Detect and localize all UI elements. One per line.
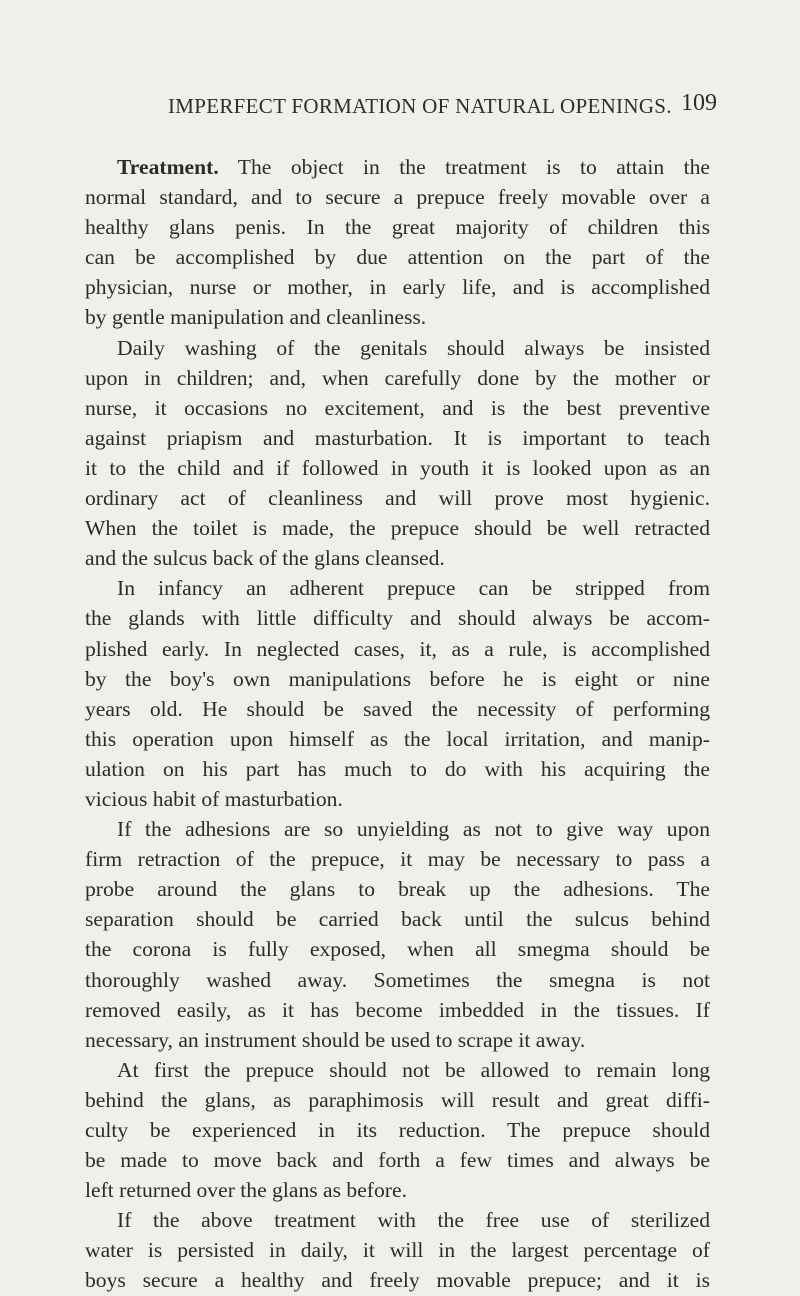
text-line: necessary, an instrument should be used to scrape it away. xyxy=(85,1027,586,1052)
text-line: physician, nurse or mother, in early life, and is accomplished xyxy=(85,275,710,300)
text-line: If the adhesions are so unyielding as not to give way upon xyxy=(117,817,710,842)
text-line: Daily washing of the genitals should always be insisted xyxy=(117,335,710,360)
text-line: upon in children; and, when carefully done by the mother or xyxy=(85,365,710,390)
text-line: this operation upon himself as the local irritation, and manip- xyxy=(85,726,710,751)
text-line: by gentle manipulation and cleanliness. xyxy=(85,305,427,330)
text-line-content: The object in the treatment is to attain the xyxy=(218,155,710,179)
text-line: years old. He should be saved the necessity of performing xyxy=(85,696,710,721)
text-line: probe around the glans to break up the adhesions. The xyxy=(85,877,710,902)
text-line: ordinary act of cleanliness and will prove most hygienic. xyxy=(85,486,710,511)
text-line: against priapism and masturbation. It is important to teach xyxy=(85,425,710,450)
text-line: culty be experienced in its reduction. The prepuce should xyxy=(85,1118,710,1142)
text-line: In infancy an adherent prepuce can be stripped from xyxy=(117,576,710,601)
text-line: healthy glans penis. In the great majority of children this xyxy=(85,215,710,240)
text-line: thoroughly washed away. Sometimes the smegna is not xyxy=(85,967,710,992)
text-line: by the boy's own manipulations before he is eight or nine xyxy=(85,666,710,691)
text-line: separation should be carried back until the sulcus behind xyxy=(85,907,710,932)
running-head: IMPERFECT FORMATION OF NATURAL OPENINGS. xyxy=(168,94,672,118)
text-line: be made to move back and forth a few times and always be xyxy=(85,1148,710,1173)
text-line: can be accomplished by due attention on the part of the xyxy=(85,245,710,270)
body-text xyxy=(85,152,710,1296)
page-number: 109 xyxy=(681,90,717,116)
text-line: When the toilet is made, the prepuce should be well retracted xyxy=(85,516,710,541)
text-line: ulation on his part has much to do with his acquiring the xyxy=(85,756,710,781)
text-line: firm retraction of the prepuce, it may be necessary to pass a xyxy=(85,847,710,872)
text-line: vicious habit of masturbation. xyxy=(85,786,343,811)
section-heading: Treatment. xyxy=(117,155,219,179)
text-line: the corona is fully exposed, when all smegma should be xyxy=(85,937,710,962)
text-line: left returned over the glans as before. xyxy=(85,1178,407,1203)
text-line: removed easily, as it has become imbedded in the tissues. If xyxy=(85,997,710,1022)
text-line: behind the glans, as paraphimosis will result and great diffi- xyxy=(85,1087,710,1112)
text-line: boys secure a healthy and freely movable prepuce; and it is xyxy=(85,1268,710,1293)
text-line: the glands with little difficulty and should always be accom- xyxy=(85,606,710,631)
text-line: it to the child and if followed in youth it is looked upon as an xyxy=(85,455,710,480)
text-line: normal standard, and to secure a prepuce freely movable over a xyxy=(85,185,710,210)
text-line: water is persisted in daily, it will in the largest percentage of xyxy=(85,1238,710,1263)
text-line: plished early. In neglected cases, it, as a rule, is accomplished xyxy=(85,636,710,661)
text-line xyxy=(85,152,710,182)
text-line: If the above treatment with the free use of sterilized xyxy=(117,1208,710,1233)
text-line: nurse, it occasions no excitement, and is the best preventive xyxy=(85,395,710,420)
text-line: At first the prepuce should not be allowed to remain long xyxy=(117,1057,710,1082)
text-line: and the sulcus back of the glans cleansed. xyxy=(85,546,445,571)
